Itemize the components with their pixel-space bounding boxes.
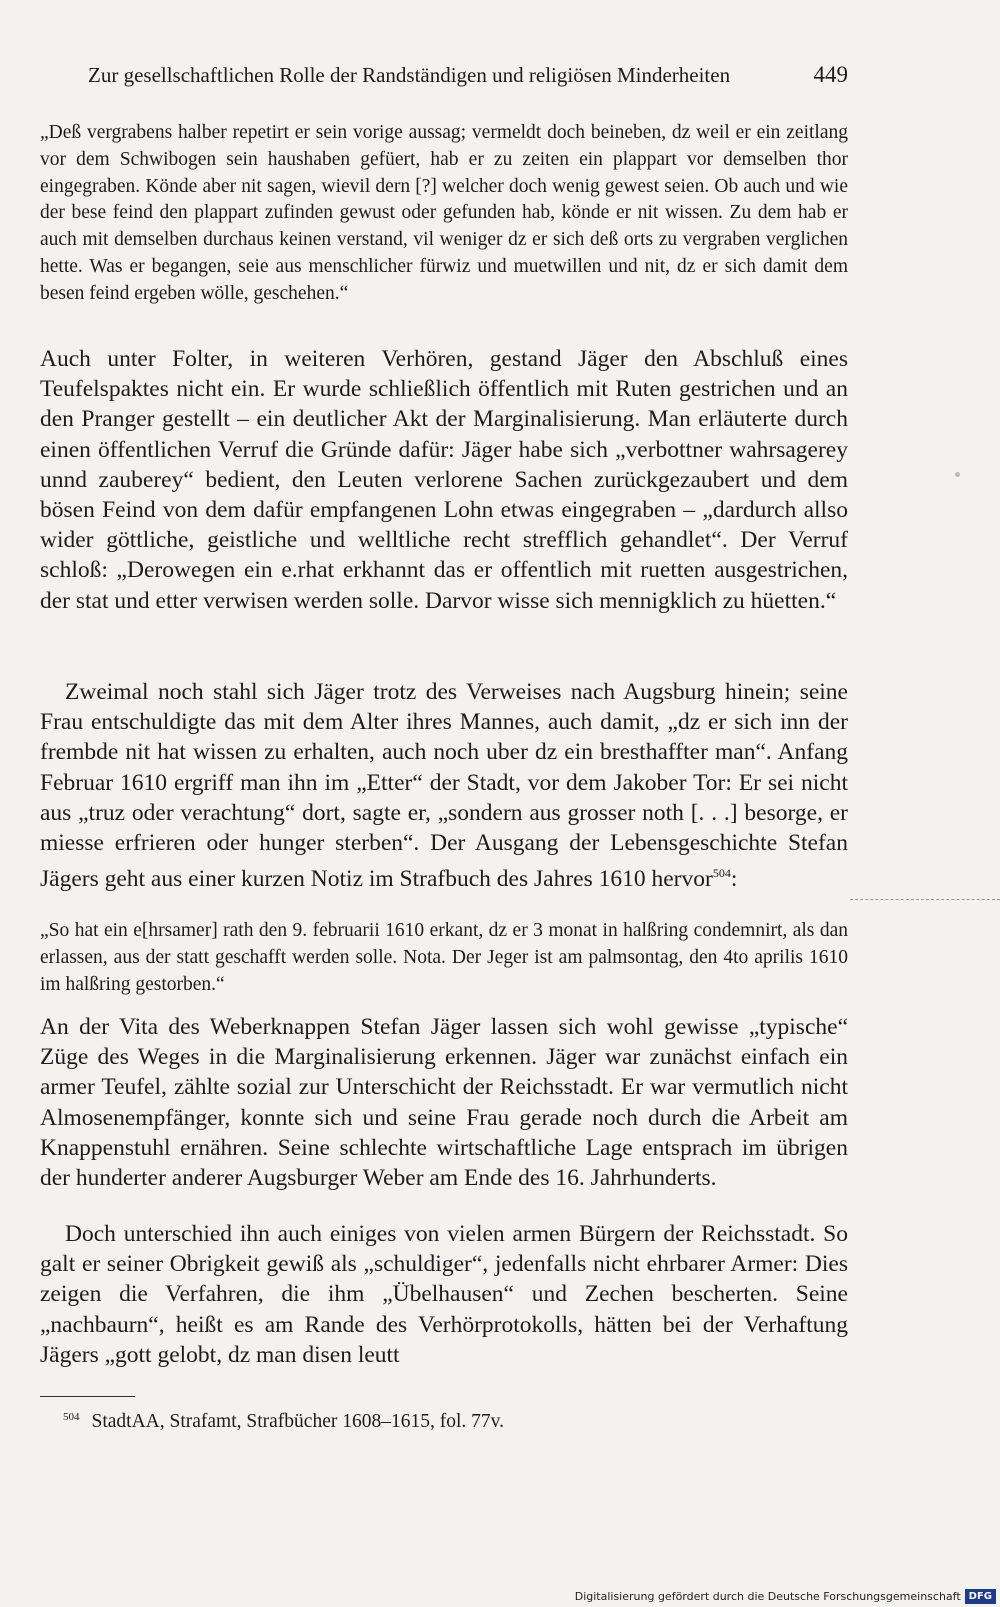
paragraph-1 xyxy=(40,344,848,616)
paragraph-3-text: An der Vita des Weberknappen Stefan Jäger lassen sich wohl gewisse „typische“ Züge des Weges in die Marginalisierung erkennen. Jäger war zunächst einfach ein armer Teufel, zählte sozial zur Unterschicht der Reichsstadt. Er war vermutlich nicht Almosenempfänger, konnte sich und seine Frau gerade noch durch die Arbeit am Knappenstuhl ernähren. Seine schlechte wirtschaftliche Lage entsprach im übrigen der hunderter anderer Augsburger Weber am Ende des 16. Jahrhunderts. xyxy=(40,1014,848,1192)
scan-artifact-dot xyxy=(955,472,960,477)
dfg-logo: DFG xyxy=(965,1589,996,1604)
paragraph-2-end: : xyxy=(730,866,738,893)
running-title: Zur gesellschaftlichen Rolle der Randständigen und religiösen Minderheiten xyxy=(88,63,731,87)
block-quote-2 xyxy=(40,918,848,998)
footnote-reference: 504 xyxy=(712,866,731,881)
footnote-rule xyxy=(40,1396,135,1397)
block-quote-1-text: „Deß vergrabens halber repetirt er sein vorige aussag; vermeldt doch beineben, dz weil er ein zeitlang vor dem Schwibogen sein haushaben gefüert, hab er zu zeiten ein plappart vor demselben thor eingegraben. Könde aber nit sagen, wievil dern [?] welcher doch wenig gewest seien. Ob auch und wie der bese feind den plappart zufinden gewust oder gefunden hab, könde er nit wissen. Zu dem hab er auch mit demselben durchaus keinen verstand, vil weniger dz er sich deß orts zu vergraben verglichen hette. Was er begangen, seie aus menschlicher fürwiz und muetwillen und nit, dz er sich damit dem besen feind ergeben wölle, geschehen.“ xyxy=(40,122,848,304)
digitization-credit: Digitalisierung gefördert durch die Deutsche Forschungsgemeinschaft xyxy=(574,1589,961,1603)
paragraph-2-text xyxy=(40,677,848,894)
digitization-credit-bar xyxy=(569,1585,1000,1607)
scan-artifact-line xyxy=(850,899,1000,900)
paragraph-2 xyxy=(40,677,848,894)
page-number: 449 xyxy=(813,62,848,87)
paragraph-1-text: Auch unter Folter, in weiteren Verhören, gestand Jäger den Abschluß eines Teufelspaktes nicht ein. Er wurde schließlich öffentlich mit Ruten gestrichen und an den Pranger gestellt – ein deutlicher Akt der Marginalisierung. Man erläuterte durch einen öffentlichen Verruf die Gründe dafür: Jäger habe sich „verbottner wahrsagerey unnd zauberey“ bedient, den Leuten verlorene Sachen zurückgezaubert und dem bösen Feind von dem dafür empfangenen Lohn etwas eingegraben – „dardurch allso wider göttliche, geistliche und welltliche recht strefflich gehandlet“. Der Verruf schloß: „Derowegen ein e.rhat erkhannt das er offentlich mit ruetten ausgestrichen, der stat und etter verwisen werden solle. Darvor wisse sich mennigklich zu hüetten.“ xyxy=(40,346,848,614)
block-quote-1 xyxy=(40,120,848,308)
footnote-text: StadtAA, Strafamt, Strafbücher 1608–1615, fol. 77v. xyxy=(91,1411,504,1432)
running-header xyxy=(88,62,848,88)
footnote xyxy=(40,1411,504,1433)
paragraph-3 xyxy=(40,1012,848,1193)
block-quote-2-text: „So hat ein e[hrsamer] rath den 9. februarii 1610 erkant, dz er 3 monat in halßring condemnirt, als dan erlassen, aus der statt geschafft werden solle. Nota. Der Jeger ist am palmsontag, den 4to aprilis 1610 im halßring gestorben.“ xyxy=(40,920,848,995)
footnote-number: 504 xyxy=(63,1411,80,1423)
paragraph-4 xyxy=(40,1219,848,1370)
paragraph-2-body: Zweimal noch stahl sich Jäger trotz des Verweises nach Augsburg hinein; seine Frau entschuldigte das mit dem Alter ihres Mannes, auch damit, „dz er sich inn der frembde nit hat wissen zu erhalten, auch noch uber dz ein bresthaffter man“. Anfang Februar 1610 ergriff man ihn im „Etter“ der Stadt, vor dem Jakober Tor: Er sei nicht aus „truz oder verachtung“ dort, sagte er, „sondern aus grosser noth [. . .] besorge, er miesse erfrieren oder hunger sterben“. Der Ausgang der Lebensgeschichte Stefan Jägers geht aus einer kurzen Notiz im Strafbuch des Jahres 1610 hervor xyxy=(40,679,848,893)
paragraph-4-text: Doch unterschied ihn auch einiges von vielen armen Bürgern der Reichsstadt. So galt er seiner Obrigkeit gewiß als „schuldiger“, jedenfalls nicht ehrbarer Armer: Dies zeigen die Verfahren, die ihm „Übelhausen“ und Zechen bescherten. Seine „nachbaurn“, heißt es am Rande des Verhörprotokolls, hätten bei der Verhaftung Jägers „gott gelobt, dz man disen leutt xyxy=(40,1221,848,1368)
